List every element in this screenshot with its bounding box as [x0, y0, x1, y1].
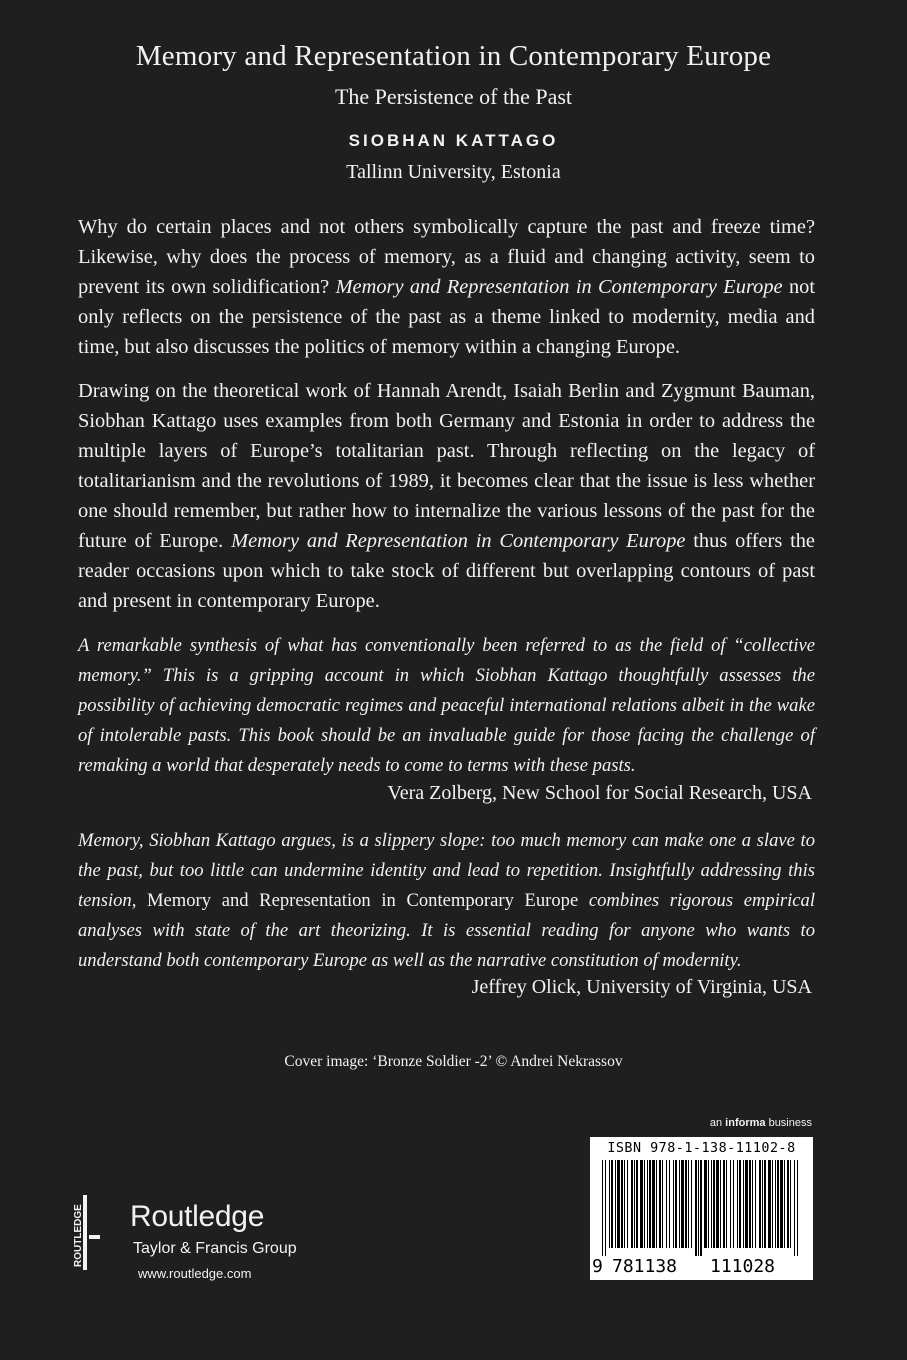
barcode-bar	[615, 1160, 616, 1248]
author-affiliation: Tallinn University, Estonia	[346, 161, 561, 183]
barcode-bar	[739, 1160, 741, 1248]
barcode-bar	[691, 1160, 692, 1248]
book-title: Memory and Representation in Contemporary Europe	[135, 40, 772, 72]
barcode-bar	[713, 1160, 715, 1248]
informa-brand: informa	[725, 1117, 766, 1129]
barcode-bar	[688, 1160, 689, 1248]
barcode-bar	[698, 1160, 699, 1256]
barcode-bar	[644, 1160, 645, 1248]
barcode-bar	[673, 1160, 674, 1248]
barcode-bar	[790, 1160, 791, 1248]
book-title-roman: Memory and Representation in Contemporary Europe	[147, 890, 579, 911]
barcode-bar	[669, 1160, 670, 1248]
barcode-bar	[794, 1160, 795, 1256]
barcode-digit-group-1: 781138	[612, 1256, 678, 1277]
routledge-logo-mark	[70, 1195, 100, 1270]
book-subtitle: The Persistence of the Past	[334, 84, 573, 109]
barcode-bar	[605, 1160, 606, 1256]
barcode-digit-first: 9	[592, 1256, 603, 1277]
review-attribution-2: Jeffrey Olick, University of Virginia, USA	[471, 976, 812, 998]
blurb-text: Drawing on the theoretical work of Hannah Arendt, Isaiah Berlin and Zygmunt Bauman, Siobhan Kattago uses examples from both Germany and Estonia in order to address the multiple layers of Europe’s totalitarian past. Through reflecting on the legacy of totalitarianism and the revolutions of 1989, it becomes clear that the issue is less whether one should remember, but rather how to internalize the various lessons of the past for the future of Europe.	[78, 380, 815, 552]
barcode-bar	[777, 1160, 779, 1248]
barcode-bar	[609, 1160, 610, 1248]
barcode-bar	[720, 1160, 721, 1248]
barcode-bar	[659, 1160, 661, 1248]
barcode-bar	[745, 1160, 748, 1248]
barcode-bar	[685, 1160, 687, 1248]
publisher-name: Routledge	[130, 1200, 265, 1233]
review-text: combines rigorous empirical analyses with state of the art theorizing. It is essential reading for anyone who wants to understand both contemporary Europe as well as the narrative constitution of modernity.	[78, 890, 815, 971]
barcode-bar	[627, 1160, 628, 1248]
barcode-bar	[749, 1160, 751, 1248]
barcode-bar	[675, 1160, 677, 1248]
barcode-bar	[772, 1160, 773, 1248]
blurb-text: Why do certain places and not others symbolically capture the past and freeze time? Likewise, why does the process of memory, as a fluid and changing activity, seem to prevent its own solidification?	[78, 216, 815, 298]
isbn-label: ISBN 978-1-138-11102-8	[607, 1141, 796, 1156]
blurb-paragraph-1	[78, 212, 815, 362]
barcode-digit-group-2: 111028	[710, 1256, 776, 1277]
barcode-bar	[634, 1160, 635, 1248]
barcode-bar	[621, 1160, 623, 1248]
barcode-bar	[743, 1160, 744, 1248]
routledge-logo	[70, 1195, 370, 1290]
barcode-bar	[784, 1160, 785, 1248]
blurb-text: not only reflects on the persistence of the past as a theme linked to modernity, media and time, but also discusses the politics of memory within a changing Europe.	[78, 276, 815, 358]
barcode-bar	[755, 1160, 756, 1248]
barcode-bar	[640, 1160, 643, 1248]
barcode-bar	[647, 1160, 648, 1248]
barcode-bar	[617, 1160, 620, 1248]
cover-image-credit: Cover image: ‘Bronze Soldier -2’ © Andrei Nekrassov	[284, 1053, 623, 1070]
barcode-bar	[679, 1160, 680, 1248]
barcode-bar	[631, 1160, 633, 1248]
barcode-bar	[649, 1160, 651, 1248]
author-name: SIOBHAN KATTAGO	[348, 131, 559, 150]
informa-business-tag: an informa business	[709, 1117, 812, 1129]
barcode-bar	[775, 1160, 776, 1248]
barcode-bar	[762, 1160, 763, 1248]
barcode-bar	[708, 1160, 709, 1248]
barcode-bar	[636, 1160, 638, 1248]
barcode-bar	[700, 1160, 702, 1256]
review-quote-1: A remarkable synthesis of what has conventionally been referred to as the field of “collective memory.” This is a gripping account in which Siobhan Kattago thoughtfully assesses the possibility of achieving democratic regimes and peaceful international relations albeit in the wake of intolerable pasts. This book should be an invaluable guide for those facing the challenge of remaking a world that desperately needs to come to terms with these pasts.	[78, 635, 815, 776]
barcode-bar	[602, 1160, 603, 1256]
review-text: Memory, Siobhan Kattago argues, is a slippery slope: too much memory can make one a slave to the past, but too little can undermine identity and lead to repetition. Insightfully addressing this tension,	[78, 830, 815, 911]
publisher-url: www.routledge.com	[138, 1266, 252, 1281]
blurb-paragraph-2	[78, 376, 815, 616]
barcode-bar	[624, 1160, 625, 1248]
publisher-group: Taylor & Francis Group	[133, 1240, 297, 1257]
barcode-bar	[733, 1160, 734, 1248]
barcode-bar	[730, 1160, 731, 1248]
barcode-bar	[780, 1160, 783, 1248]
barcode-bar	[723, 1160, 725, 1248]
barcode-bar	[759, 1160, 761, 1248]
barcode-bar	[666, 1160, 667, 1248]
barcode-bar	[662, 1160, 663, 1248]
barcode-bar	[764, 1160, 766, 1248]
logo-mark-text: ROUTLEDGE	[73, 1204, 84, 1267]
barcode-bar	[681, 1160, 684, 1248]
barcode-bar	[704, 1160, 707, 1248]
barcode-bar	[726, 1160, 727, 1248]
barcode-bar	[737, 1160, 738, 1248]
barcode-bar	[611, 1160, 613, 1248]
barcode-bar	[787, 1160, 789, 1248]
book-title-italic: Memory and Representation in Contemporary Europe	[335, 276, 783, 298]
barcode-bar	[716, 1160, 719, 1248]
barcode-bar	[768, 1160, 771, 1248]
review-attribution-1: Vera Zolberg, New School for Social Research, USA	[387, 782, 812, 804]
barcode-bar	[752, 1160, 753, 1248]
blurb-text: thus offers the reader occasions upon which to take stock of different but overlapping contours of past and present in contemporary Europe.	[78, 530, 815, 612]
barcode-bar	[695, 1160, 697, 1256]
isbn-barcode	[590, 1137, 813, 1280]
review-quote-2	[78, 826, 815, 976]
barcode-bar	[711, 1160, 712, 1248]
barcode-bar	[656, 1160, 657, 1248]
barcode-bar	[652, 1160, 655, 1248]
barcode-bars	[598, 1160, 805, 1256]
barcode-bar	[797, 1160, 798, 1256]
book-title-italic: Memory and Representation in Contemporary Europe	[231, 530, 686, 552]
